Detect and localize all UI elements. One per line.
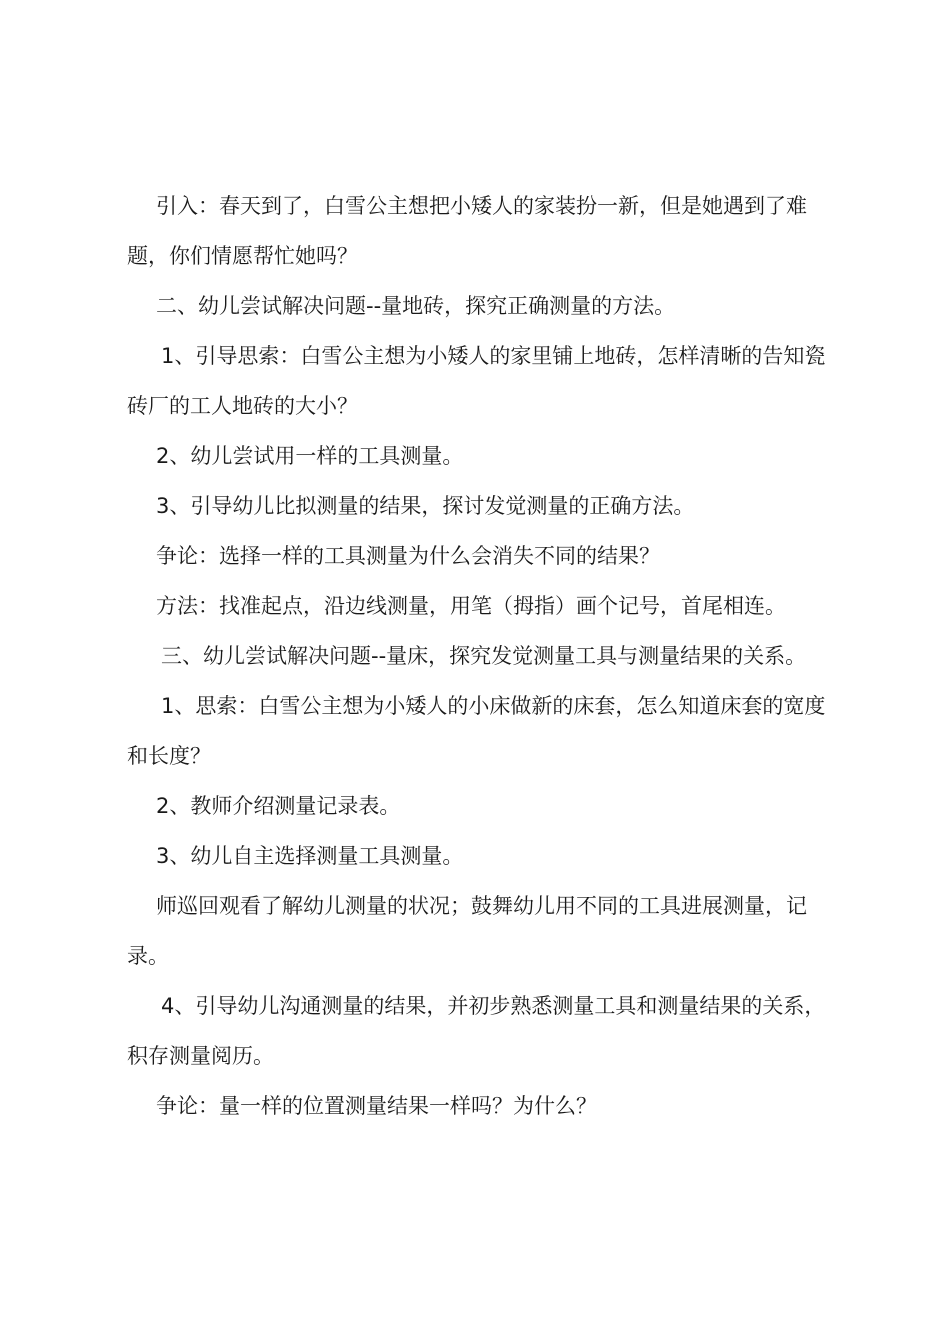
paragraph-discussion-1: 争论：选择一样的工具测量为什么会消失不同的结果？: [156, 544, 660, 568]
paragraph-section-three-heading: 三、幼儿尝试解决问题--量床，探究发觉测量工具与测量结果的关系。: [161, 644, 807, 668]
paragraph-section-two-heading: 二、幼儿尝试解决问题--量地砖，探究正确测量的方法。: [156, 294, 676, 318]
paragraph-choose-tools: 3、幼儿自主选择测量工具测量。: [156, 844, 464, 868]
paragraph-step-3-compare: 3、引导幼儿比拟测量的结果，探讨发觉测量的正确方法。: [156, 494, 695, 518]
paragraph-think: 1、思索：白雪公主想为小矮人的小床做新的床套，怎么知道床套的宽度和长度？: [127, 694, 826, 768]
paragraph-discussion-2: 争论：量一样的位置测量结果一样吗？为什么？: [156, 1094, 597, 1118]
document-body: [127, 181, 837, 1131]
paragraph-step-2-try: 2、幼儿尝试用一样的工具测量。: [156, 444, 464, 468]
paragraph-intro: 引入：春天到了，白雪公主想把小矮人的家装扮一新，但是她遇到了难题，你们情愿帮忙她吗？: [127, 194, 807, 268]
paragraph-teacher-observe: 师巡回观看了解幼儿测量的状况；鼓舞幼儿用不同的工具进展测量，记录。: [127, 894, 807, 968]
paragraph-record-table: 2、教师介绍测量记录表。: [156, 794, 401, 818]
paragraph-method: 方法：找准起点，沿边线测量，用笔（拇指）画个记号，首尾相连。: [156, 594, 786, 618]
paragraph-step-1-guide: 1、引导思索：白雪公主想为小矮人的家里铺上地砖，怎样清晰的告知瓷砖厂的工人地砖的大小？: [127, 344, 826, 418]
paragraph-step-4-communicate: 4、引导幼儿沟通测量的结果，并初步熟悉测量工具和测量结果的关系，积存测量阅历。: [127, 994, 826, 1068]
